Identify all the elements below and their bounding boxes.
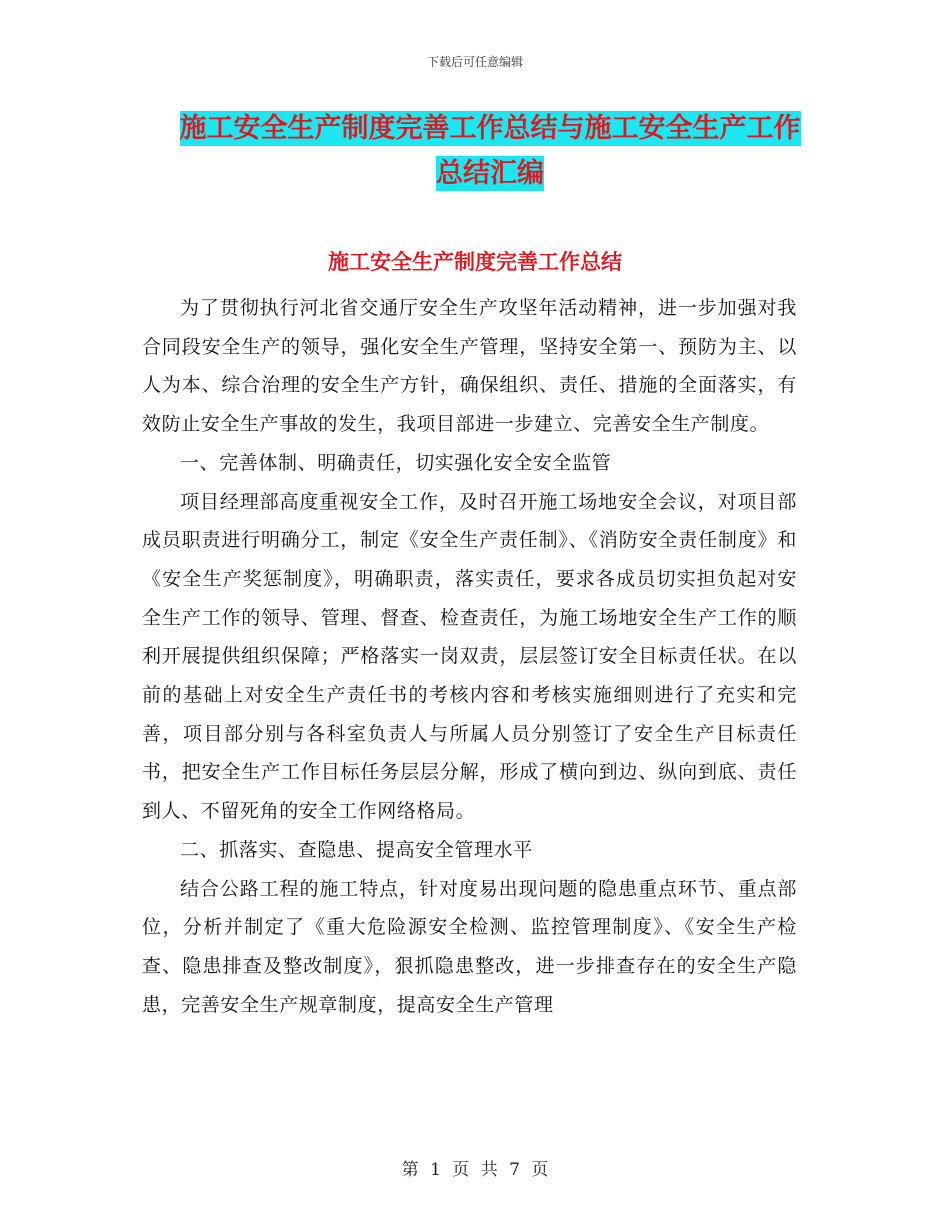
page-number: 第 1 页 共 7 页 [401,1160,549,1180]
paragraph-heading: 一、完善体制、明确责任，切实强化安全安全监管 [180,451,612,474]
paragraph: 为了贯彻执行河北省交通厅安全生产攻坚年活动精神，进一步加强对我合同段安全生产的领导，强化安全生产管理，坚持安全第一、预防为主、以人为本、综合治理的安全生产方针，确保组织、责任、措施的全面落实，有效防止安全生产事故的发生，我项目部进一步建立、完善安全生产制度。 [142,297,797,436]
document-title-line2: 总结汇编 [436,158,544,189]
paragraph: 结合公路工程的施工特点，针对度易出现问题的隐患重点环节、重点部位，分析并制定了《重大危险源安全检测、监控管理制度》、《安全生产检查、隐患排查及整改制度》，狠抓隐患整改，进一步排查存在的安全生产隐患，完善安全生产规章制度，提高安全生产管理 [142,877,797,1016]
document-title-line1: 施工安全生产制度完善工作总结与施工安全生产工作 [179,113,801,144]
paragraph-heading: 二、抓落实、查隐患、提高安全管理水平 [180,838,533,861]
section-title: 施工安全生产制度完善工作总结 [328,250,622,274]
page-header-note: 下载后可任意编辑 [426,55,523,69]
document-title [150,106,830,196]
document-body [142,289,797,1024]
paragraph: 项目经理部高度重视安全工作，及时召开施工场地安全会议，对项目部成员职责进行明确分工，制定《安全生产责任制》、《消防安全责任制度》和《安全生产奖惩制度》，明确职责，落实责任，要求各成员切实担负起对安全生产工作的领导、管理、督查、检查责任，为施工场地安全生产工作的顺利开展提供组织保障；严格落实一岗双责，层层签订安全目标责任状。在以前的基础上对安全生产责任书的考核内容和考核实施细则进行了充实和完善，项目部分别与各科室负责人与所属人员分别签订了安全生产目标责任书，把安全生产工作目标任务层层分解，形成了横向到边、纵向到底、责任到人、不留死角的安全工作网络格局。 [142,490,797,823]
